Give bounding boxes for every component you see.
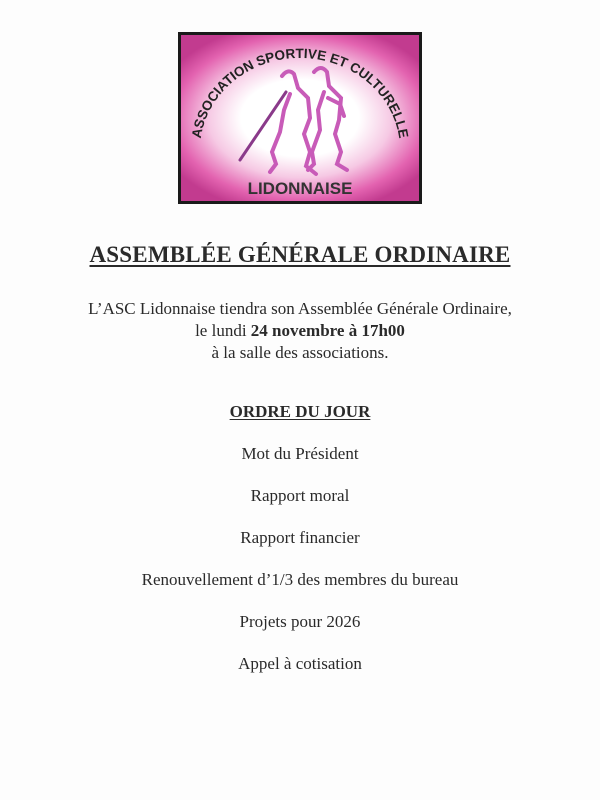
logo-artwork: [178, 32, 422, 204]
logo-arc-text: ASSOCIATION SPORTIVE ET CULTURELLE: [188, 45, 412, 140]
agenda-item: Renouvellement d’1/3 des membres du bureau: [141, 570, 459, 589]
walking-figures-icon: [240, 68, 347, 174]
intro-paragraph: [0, 298, 600, 364]
agenda-item: Rapport financier: [240, 528, 360, 547]
intro-line-1: L’ASC Lidonnaise tiendra son Assemblée Générale Ordinaire,: [88, 299, 512, 318]
association-logo: [178, 32, 422, 204]
agenda-item: Mot du Président: [241, 444, 359, 463]
intro-line-3: à la salle des associations.: [211, 343, 389, 362]
page-title: ASSEMBLÉE GÉNÉRALE ORDINAIRE: [89, 242, 511, 267]
agenda-item: Projets pour 2026: [239, 612, 361, 631]
logo-bottom-text: LIDONNAISE: [247, 179, 353, 198]
agenda-item: Appel à cotisation: [238, 654, 362, 673]
agenda-item: Rapport moral: [250, 486, 350, 505]
intro-line-2: [0, 320, 600, 342]
intro-line-2-prefix: le lundi: [195, 321, 251, 340]
meeting-date-time: 24 novembre à 17h00: [250, 321, 405, 340]
agenda-list: [0, 443, 600, 695]
agenda-title: ORDRE DU JOUR: [229, 402, 371, 421]
